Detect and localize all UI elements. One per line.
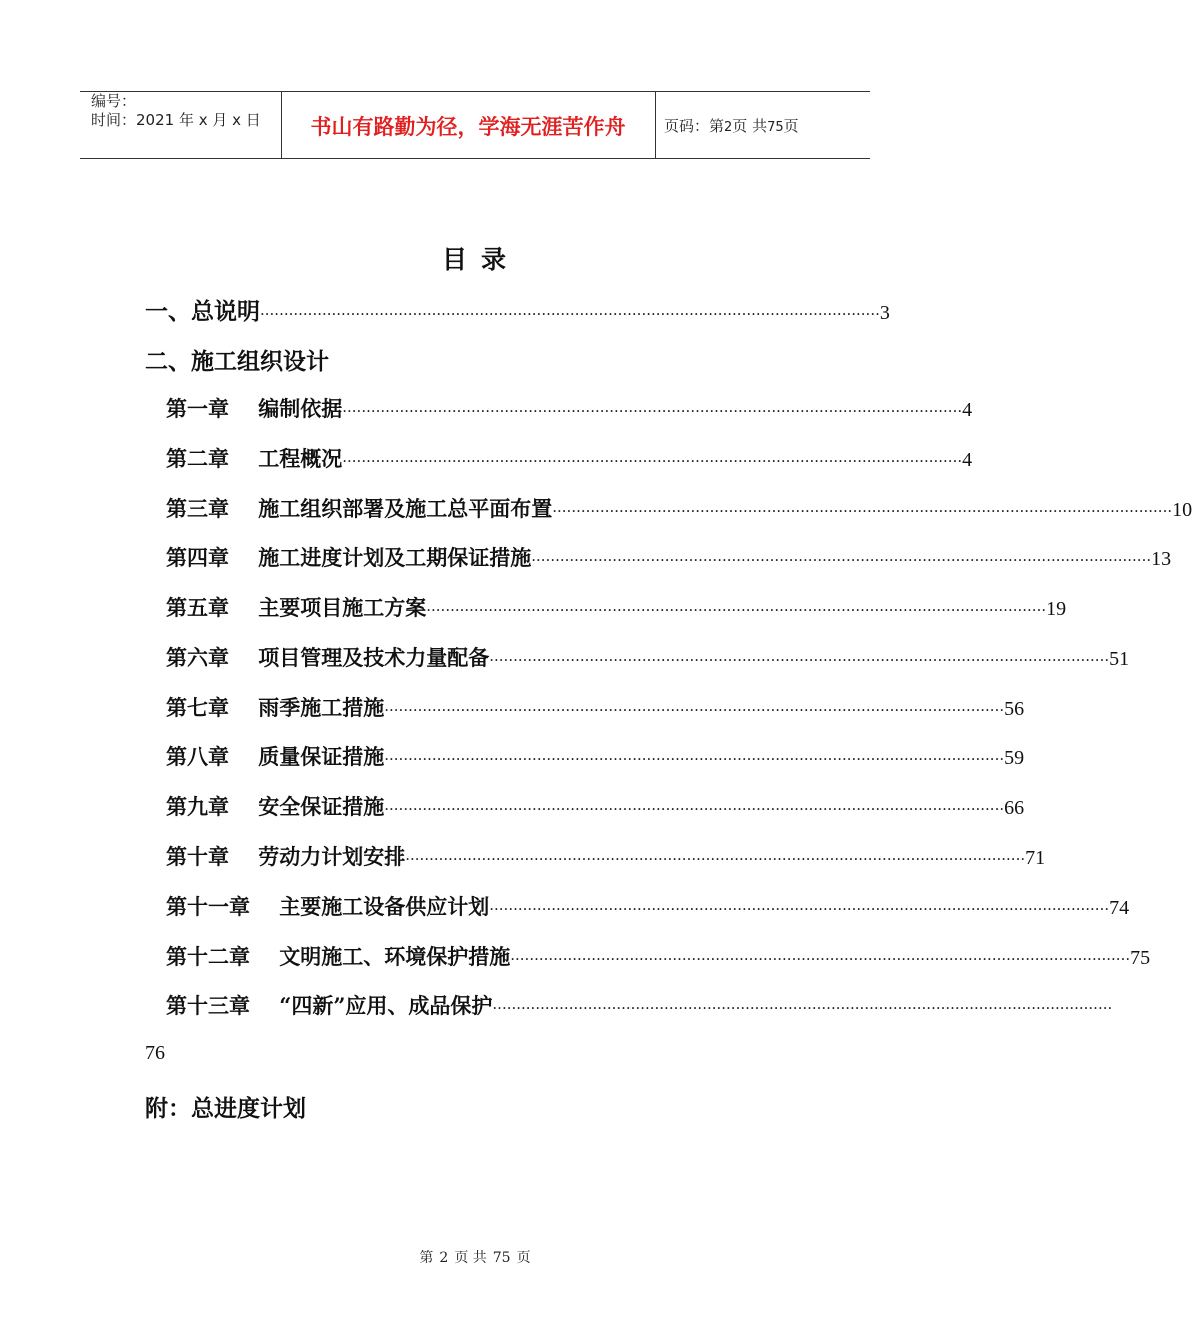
toc-entry[interactable] (166, 642, 1130, 676)
toc-entry[interactable] (166, 692, 1025, 726)
header-page-indicator: 页码：第2页 共75页 (664, 117, 799, 135)
toc-leader: ·································································································································· (552, 502, 1173, 520)
toc-section-heading[interactable] (145, 343, 785, 377)
toc-entry-label: 第六章 项目管理及技术力量配备 (166, 645, 490, 670)
toc-entry-label: 第九章 安全保证措施 (166, 794, 385, 819)
toc-entry-label: 第十三章 “四新”应用、成品保护 (166, 993, 493, 1018)
toc-appendix-entry[interactable]: 附：总进度计划 (145, 1095, 306, 1122)
toc-wrapped-page-number: 76 (145, 1042, 165, 1064)
toc-leader: ·································································································································· (489, 651, 1110, 669)
toc-entry-label: 第十二章 文明施工、环境保护措施 (166, 944, 511, 969)
serial-label: 编号： (91, 92, 137, 110)
toc-leader: ·································································································································· (342, 452, 963, 470)
toc-title: 目录 (441, 245, 520, 274)
toc-entry-page: 13 (1151, 548, 1172, 570)
toc-entry-page: 3 (879, 302, 890, 324)
toc-entry[interactable] (166, 941, 1151, 975)
toc-entry[interactable] (166, 791, 1025, 825)
toc-entry-label: 第十一章 主要施工设备供应计划 (166, 894, 490, 919)
toc-entry-label: 第八章 质量保证措施 (166, 744, 385, 769)
date-label: 时间：2021 年 x 月 x 日 (91, 111, 261, 129)
toc-entry-page: 51 (1109, 648, 1130, 670)
toc-entry-label: 第五章 主要项目施工方案 (166, 595, 427, 620)
toc-leader: ·································································································································· (384, 750, 1005, 768)
toc-entry-page: 59 (1004, 747, 1025, 769)
toc-entry-label: 第十章 劳动力计划安排 (166, 844, 406, 869)
toc-leader: ·································································································································· (426, 601, 1047, 619)
toc-leader: ·································································································································· (384, 800, 1005, 818)
toc-leader: ·································································································································· (260, 305, 880, 323)
page-footer: 第 2 页 共 75 页 (419, 1250, 531, 1266)
toc-entry-label: 一、总说明 (145, 298, 260, 325)
header-bottom-border (80, 158, 870, 159)
toc-entry[interactable] (166, 542, 1172, 576)
toc-entry-label: 第二章 工程概况 (166, 446, 343, 471)
toc-entry-page: 19 (1046, 598, 1067, 620)
toc-entry[interactable] (166, 393, 973, 427)
toc-leader: ·································································································································· (489, 900, 1110, 918)
toc-entry-label: 第四章 施工进度计划及工期保证措施 (166, 545, 532, 570)
toc-entry-page: 75 (1130, 947, 1151, 969)
toc-leader: ·································································································································· (384, 701, 1005, 719)
toc-leader: ·································································································································· (405, 850, 1026, 868)
header-meta (91, 92, 261, 130)
toc-leader: ·································································································································· (531, 551, 1152, 569)
toc-entry-label: 二、施工组织设计 (145, 348, 329, 375)
toc-entry[interactable] (166, 443, 973, 477)
toc-entry[interactable] (145, 293, 890, 327)
toc-entry-page: 71 (1025, 847, 1046, 869)
toc-entry-page: 56 (1004, 698, 1025, 720)
toc-entry-page: 4 (962, 399, 973, 421)
header-motto: 书山有路勤为径，学海无涯苦作舟 (310, 114, 626, 139)
toc-entry-label: 第三章 施工组织部署及施工总平面布置 (166, 496, 553, 521)
toc-leader: ·································································································································· (510, 950, 1131, 968)
toc-entry-page: 66 (1004, 797, 1025, 819)
toc-leader: ·································································································································· (492, 999, 1113, 1017)
toc-entry[interactable] (166, 741, 1025, 775)
toc-entry-page: 74 (1109, 897, 1130, 919)
toc-entry-label: 第七章 雨季施工措施 (166, 695, 385, 720)
toc-leader: ·································································································································· (342, 402, 963, 420)
toc-entry-label: 第一章 编制依据 (166, 396, 343, 421)
toc-entry[interactable] (166, 592, 1067, 626)
toc-entry[interactable] (166, 891, 1130, 925)
header-divider-right (655, 91, 656, 158)
toc-entry[interactable] (166, 841, 1046, 875)
toc-entry[interactable] (166, 990, 1113, 1024)
toc-entry[interactable] (166, 493, 1192, 527)
toc-entry-page: 10 (1172, 499, 1192, 521)
toc-entry-page: 4 (962, 449, 973, 471)
